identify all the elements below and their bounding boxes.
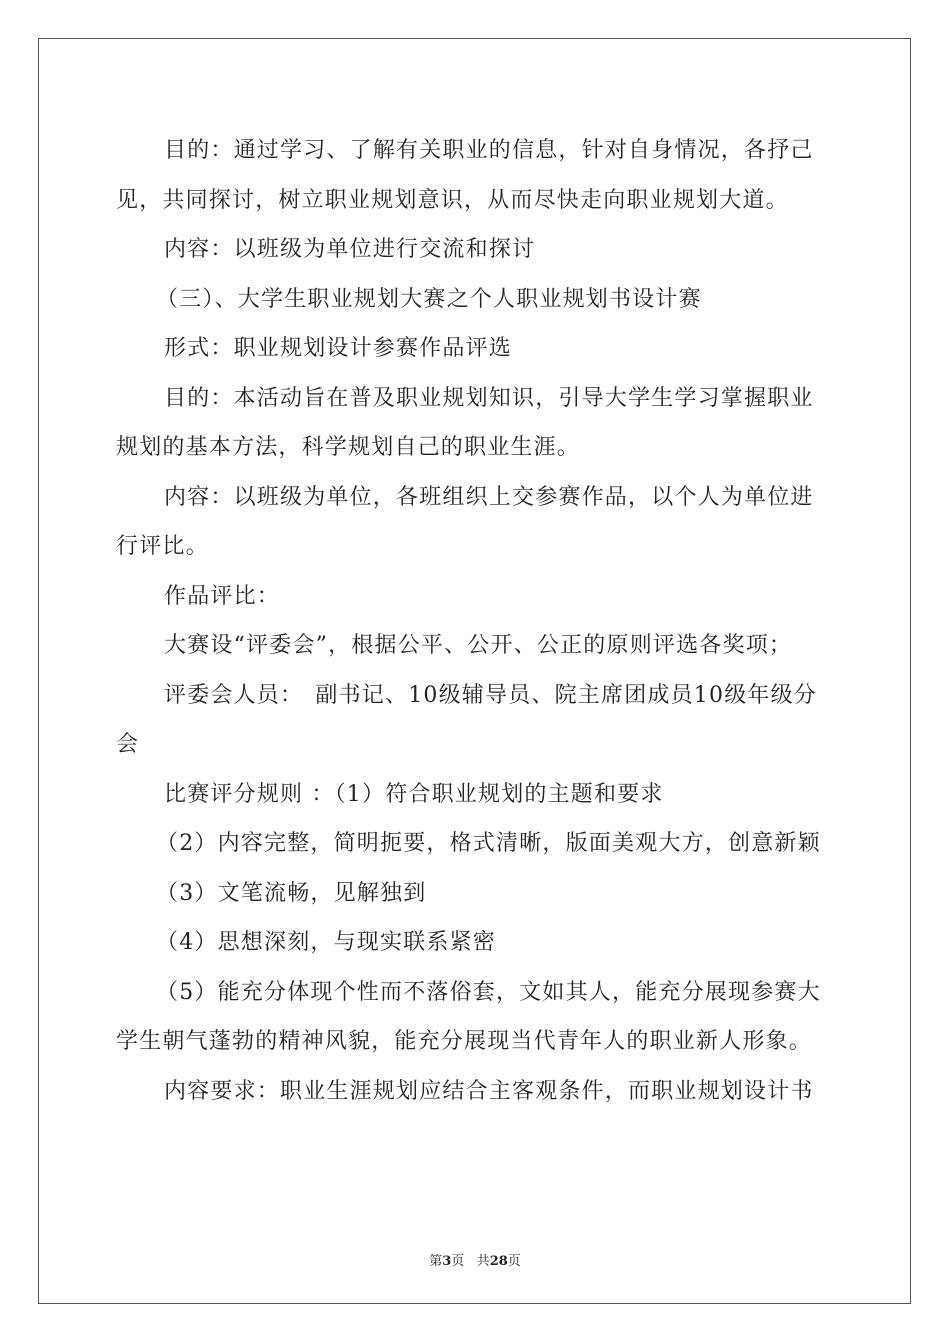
scoring-rule-5: （5）能充分体现个性而不落俗套，文如其人，能充分展现参赛大学生朝气蓬勃的精神风貌，能充分展现当代青年人的职业新人形象。	[116, 979, 821, 1054]
footer-total-word: 页	[507, 1254, 521, 1269]
current-page-number: 3	[442, 1254, 452, 1269]
paragraph-content-1: 内容：以班级为单位进行交流和探讨	[164, 237, 536, 262]
footer-total-prefix: 共	[476, 1254, 490, 1269]
paragraph-form: 形式：职业规划设计参赛作品评选	[164, 336, 513, 361]
paragraph-evaluation: 作品评比：	[164, 583, 281, 609]
paragraph-content-2: 内容：以班级为单位，各班组织上交参赛作品，以个人为单位进行评比。	[116, 484, 814, 559]
scoring-rule-4: （4）思想深刻，与现实联系紧密	[156, 930, 496, 955]
section-heading-3: （三）、大学生职业规划大赛之个人职业规划书设计赛	[156, 286, 702, 312]
paragraph-jury-members: 评委会人员： 副书记、10级辅导员、院主席团成员10级年级分会	[116, 682, 817, 757]
scoring-rule-2: （2）内容完整，简明扼要，格式清晰，版面美观大方，创意新颖	[156, 831, 821, 856]
paragraph-jury: 大赛设“评委会”，根据公平、公开、公正的原则评选各奖项；	[164, 633, 793, 658]
paragraph-content-requirements: 内容要求：职业生涯规划应结合主客观条件，而职业规划设计书	[164, 1078, 814, 1104]
footer-prefix: 第	[429, 1254, 443, 1269]
document-body	[116, 126, 836, 1116]
paragraph-scoring-rules: 比赛评分规则 ：（1）符合职业规划的主题和要求	[164, 781, 664, 807]
footer-page-word: 页	[451, 1254, 465, 1269]
paragraph-purpose-1: 目的：通过学习、了解有关职业的信息，针对自身情况，各抒己见，共同探讨，树立职业规划意识，从而尽快走向职业规划大道。	[116, 138, 814, 213]
paragraph-purpose-2: 目的：本活动旨在普及职业规划知识，引导大学生学习掌握职业规划的基本方法，科学规划自己的职业生涯。	[116, 385, 814, 460]
page-footer	[0, 1250, 950, 1269]
total-page-count: 28	[489, 1254, 508, 1269]
scoring-rule-3: （3）文笔流畅，见解独到	[156, 880, 427, 906]
